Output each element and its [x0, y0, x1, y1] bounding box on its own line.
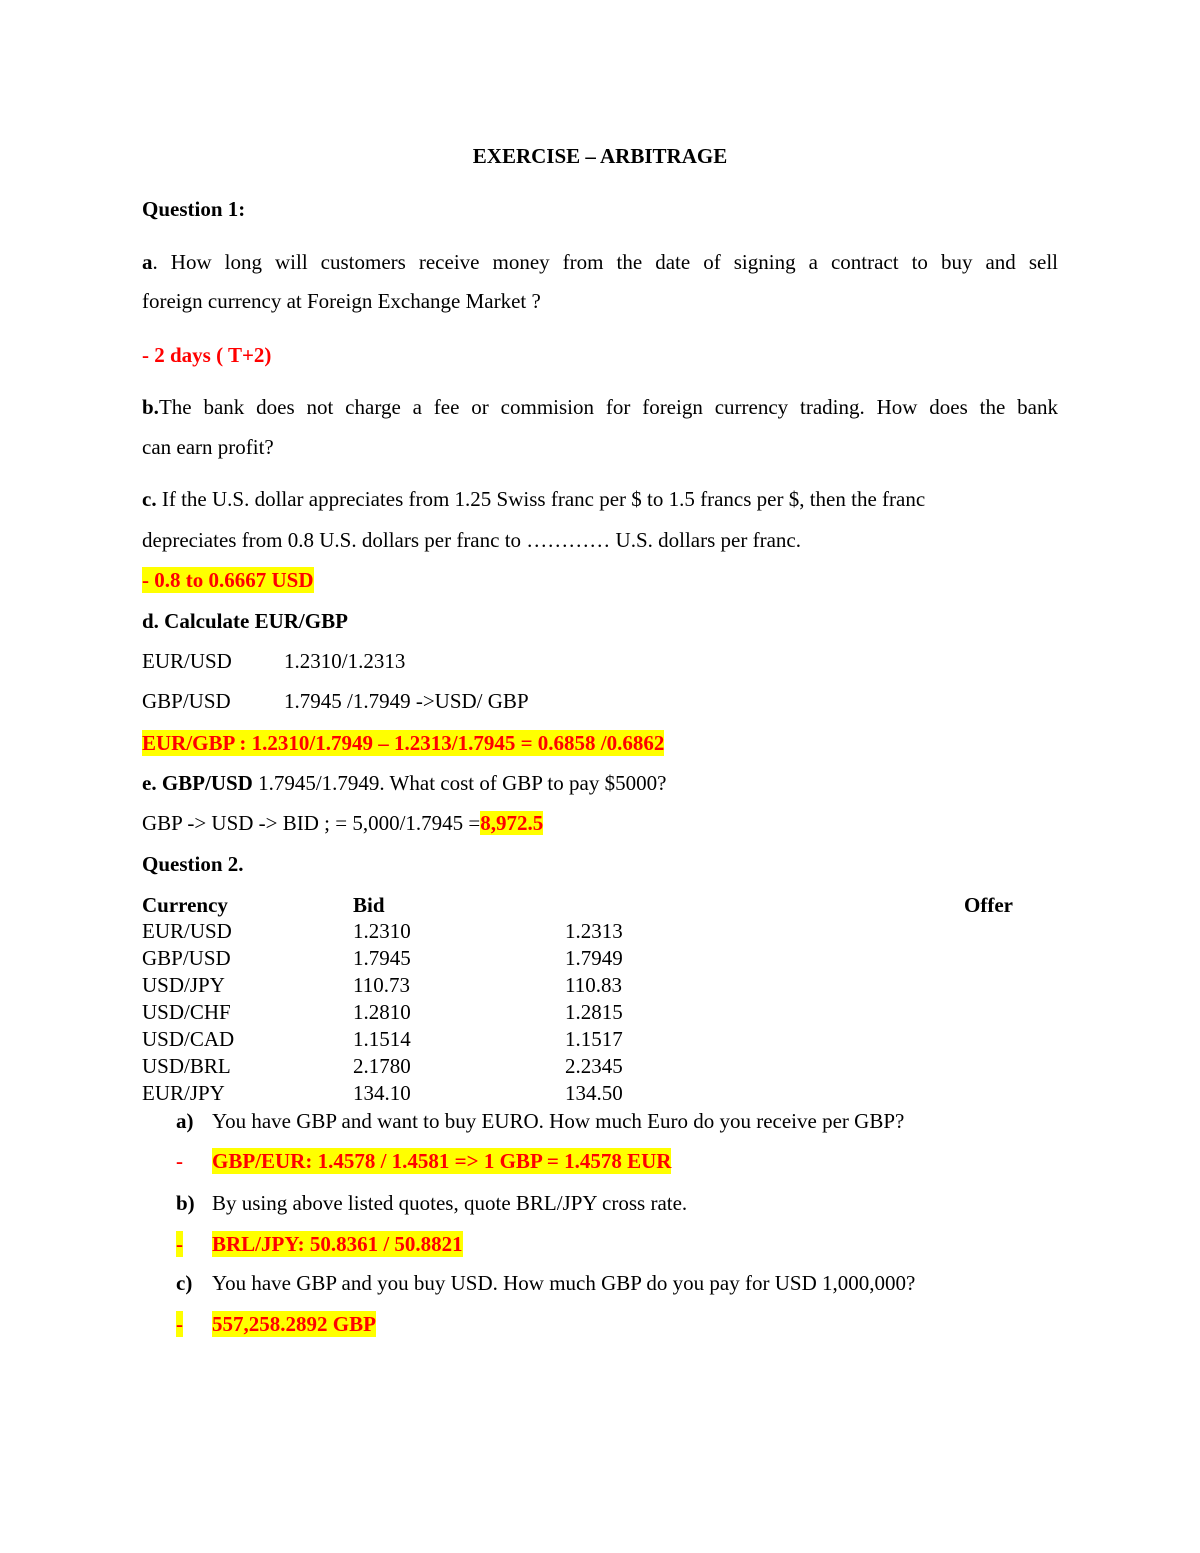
cell-currency: EUR/JPY [142, 1081, 225, 1105]
document-title: EXERCISE – ARBITRAGE [472, 144, 728, 168]
cell-currency: USD/CHF [142, 1000, 231, 1024]
question-1d-heading: d. Calculate EUR/GBP [142, 609, 348, 633]
cell-currency: USD/BRL [142, 1054, 231, 1078]
cell-bid: 1.2810 [353, 1000, 411, 1024]
question-2a-answer: GBP/EUR: 1.4578 / 1.4581 => 1 GBP = 1.4578 EUR [212, 1149, 672, 1173]
question-2a-text: You have GBP and want to buy EURO. How much Euro do you receive per GBP? [212, 1109, 905, 1133]
question-1c-line-1 [142, 486, 925, 512]
cell-offer: 1.2313 [565, 919, 623, 943]
question-1c-answer: - 0.8 to 0.6667 USD [142, 568, 314, 592]
question-2a-label: a) [176, 1109, 194, 1133]
question-1c-line-2: depreciates from 0.8 U.S. dollars per franc to ………… U.S. dollars per franc. [142, 528, 801, 552]
cell-offer: 110.83 [565, 973, 622, 997]
header-offer: Offer [964, 893, 1013, 917]
cell-bid: 1.2310 [353, 919, 411, 943]
question-2c-text: You have GBP and you buy USD. How much GBP do you pay for USD 1,000,000? [212, 1271, 916, 1295]
question-1e-calc-text: GBP -> USD -> BID ; = 5,000/1.7945 = [142, 811, 481, 835]
cell-offer: 1.1517 [565, 1027, 623, 1051]
question-1e-result: 8,972.5 [480, 811, 544, 835]
cell-bid: 1.1514 [353, 1027, 411, 1051]
table-row [0, 918, 1200, 944]
question-1a-line-1 [142, 249, 1058, 275]
question-1e-label: e. GBP/USD [142, 771, 253, 795]
question-2b-dash: - [176, 1232, 183, 1256]
cell-bid: 2.1780 [353, 1054, 411, 1078]
question-1d-answer: EUR/GBP : 1.2310/1.7949 – 1.2313/1.7945 = 0.6858 /0.6862 [142, 731, 665, 755]
question-1b-line-2: can earn profit? [142, 435, 274, 459]
cell-bid: 110.73 [353, 973, 410, 997]
table-row [0, 945, 1200, 971]
cell-bid: 134.10 [353, 1081, 411, 1105]
cell-currency: GBP/USD [142, 946, 231, 970]
question-2b-label: b) [176, 1191, 195, 1215]
question-1-heading: Question 1: [142, 197, 246, 221]
table-row [0, 1026, 1200, 1052]
question-1d-row-2-value: 1.7945 /1.7949 ->USD/ GBP [284, 689, 529, 713]
question-1a-text: . How long will customers receive money from the date of signing a contract to buy and sell [152, 250, 1058, 274]
question-1b-label: b. [142, 395, 159, 419]
question-1c-label: c. [142, 487, 157, 511]
cell-offer: 2.2345 [565, 1054, 623, 1078]
question-1b-line-1 [142, 394, 1058, 420]
question-1a-line-2: foreign currency at Foreign Exchange Market ? [142, 289, 541, 313]
question-2b-text: By using above listed quotes, quote BRL/JPY cross rate. [212, 1191, 688, 1215]
cell-bid: 1.7945 [353, 946, 411, 970]
question-2a-dash: - [176, 1149, 183, 1173]
cell-currency: EUR/USD [142, 919, 232, 943]
rate-pair: GBP/USD [142, 689, 231, 713]
question-2b-answer: BRL/JPY: 50.8361 / 50.8821 [212, 1232, 463, 1256]
table-row [0, 999, 1200, 1025]
table-row [0, 1080, 1200, 1106]
cell-offer: 134.50 [565, 1081, 623, 1105]
question-1c-text: If the U.S. dollar appreciates from 1.25 Swiss franc per $ to 1.5 francs per $, then the franc [156, 487, 926, 511]
header-bid: Bid [353, 893, 385, 917]
table-row [0, 972, 1200, 998]
question-1d-row-1-value: 1.2310/1.2313 [284, 649, 406, 673]
question-1d-row-2 [142, 688, 231, 714]
header-currency: Currency [142, 893, 228, 917]
question-2c-answer: 557,258.2892 GBP [212, 1312, 376, 1336]
question-1e-text: 1.7945/1.7949. What cost of GBP to pay $5000? [252, 771, 667, 795]
cell-currency: USD/JPY [142, 973, 225, 997]
question-2c-dash: - [176, 1312, 183, 1336]
question-2-heading: Question 2. [142, 852, 244, 876]
question-1a-label: a [142, 250, 153, 274]
question-1b-text: The bank does not charge a fee or commision for foreign currency trading. How does the bank [158, 395, 1058, 419]
cell-currency: USD/CAD [142, 1027, 235, 1051]
rate-pair: EUR/USD [142, 649, 232, 673]
cell-offer: 1.7949 [565, 946, 623, 970]
question-1e-line [142, 770, 666, 796]
question-1a-answer: - 2 days ( T+2) [142, 343, 272, 367]
question-1d-row-1 [142, 648, 232, 674]
question-2c-label: c) [176, 1271, 193, 1295]
table-row [0, 1053, 1200, 1079]
quote-table-header [0, 892, 1200, 918]
question-1e-calc [142, 810, 543, 836]
cell-offer: 1.2815 [565, 1000, 623, 1024]
